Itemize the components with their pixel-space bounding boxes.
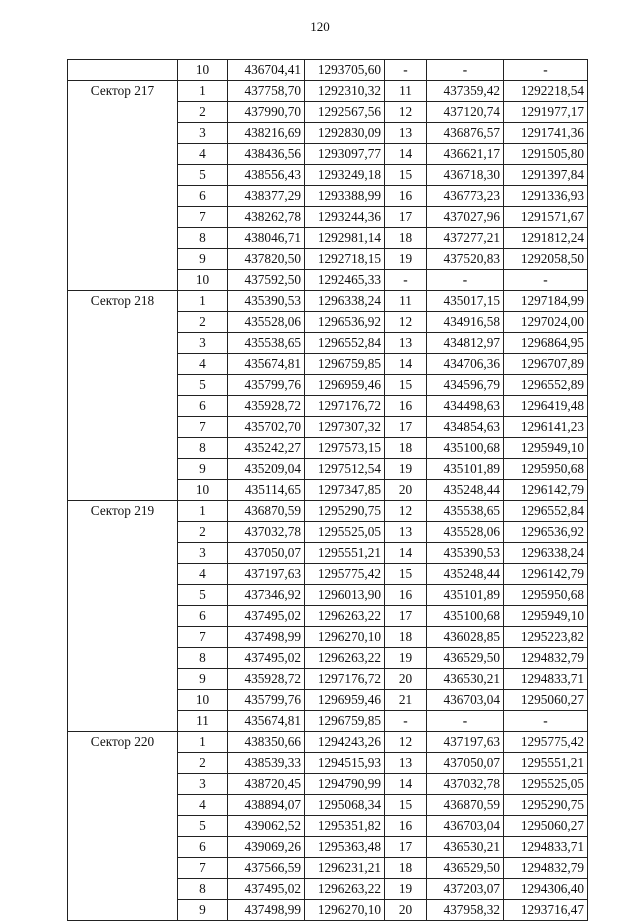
table-cell: 437592,50 [228, 270, 305, 291]
table-cell: 437032,78 [427, 774, 504, 795]
table-cell: 438377,29 [228, 186, 305, 207]
table-cell: 438262,78 [228, 207, 305, 228]
table-cell: 15 [385, 564, 427, 585]
table-cell: 12 [385, 102, 427, 123]
table-cell: 1296142,79 [504, 480, 588, 501]
table-cell: 1297176,72 [305, 396, 385, 417]
table-cell: 17 [385, 606, 427, 627]
table-cell: 437495,02 [228, 879, 305, 900]
table-cell: 1296263,22 [305, 879, 385, 900]
table-cell: 1 [178, 81, 228, 102]
table-cell: 435928,72 [228, 396, 305, 417]
table-cell: 15 [385, 375, 427, 396]
table-cell: 13 [385, 522, 427, 543]
sector-cell: Сектор 219 [68, 501, 178, 732]
table-cell: 435538,65 [427, 501, 504, 522]
table-cell: 6 [178, 186, 228, 207]
table-cell: 15 [385, 165, 427, 186]
table-cell: 1292567,56 [305, 102, 385, 123]
table-cell: 8 [178, 879, 228, 900]
table-cell: 1292218,54 [504, 81, 588, 102]
table-cell: 1291977,17 [504, 102, 588, 123]
table-cell: 435528,06 [427, 522, 504, 543]
table-cell: 1 [178, 732, 228, 753]
table-cell: 434812,97 [427, 333, 504, 354]
table-cell: 1294832,79 [504, 648, 588, 669]
table-cell: 1295223,82 [504, 627, 588, 648]
table-cell: 1293705,60 [305, 60, 385, 81]
table-cell: 435101,89 [427, 585, 504, 606]
table-cell: 436028,85 [427, 627, 504, 648]
table-row [68, 291, 588, 312]
table-cell: 1296959,46 [305, 375, 385, 396]
table-cell: 10 [178, 690, 228, 711]
table-cell: 1293249,18 [305, 165, 385, 186]
table-cell: 1296536,92 [305, 312, 385, 333]
table-cell: 1296864,95 [504, 333, 588, 354]
table-cell: 438556,43 [228, 165, 305, 186]
table-cell: 437990,70 [228, 102, 305, 123]
table-cell: 3 [178, 333, 228, 354]
table-cell: 13 [385, 123, 427, 144]
table-cell: 1292465,33 [305, 270, 385, 291]
table-cell: 20 [385, 480, 427, 501]
table-cell: 1 [178, 501, 228, 522]
table-cell: 437498,99 [228, 900, 305, 921]
table-cell: 16 [385, 585, 427, 606]
table-cell: 10 [178, 60, 228, 81]
table-cell: 2 [178, 312, 228, 333]
table-cell: 438894,07 [228, 795, 305, 816]
table-cell: 1295950,68 [504, 585, 588, 606]
table-cell: 434854,63 [427, 417, 504, 438]
table-cell: 1296263,22 [305, 606, 385, 627]
table-cell: 2 [178, 522, 228, 543]
table-cell: 5 [178, 375, 228, 396]
sector-cell: Сектор 220 [68, 732, 178, 921]
table-cell: 4 [178, 564, 228, 585]
table-cell: 8 [178, 438, 228, 459]
table-cell: - [427, 60, 504, 81]
table-cell: 1295775,42 [504, 732, 588, 753]
table-cell: 1295525,05 [305, 522, 385, 543]
table-cell: 1296759,85 [305, 354, 385, 375]
table-cell: 436621,17 [427, 144, 504, 165]
table-cell: 1295949,10 [504, 606, 588, 627]
table-cell: 8 [178, 648, 228, 669]
table-cell: 1295060,27 [504, 816, 588, 837]
table-cell: 14 [385, 144, 427, 165]
table-cell: 1293097,77 [305, 144, 385, 165]
table-cell: 437820,50 [228, 249, 305, 270]
table-cell: 19 [385, 459, 427, 480]
table-cell: 6 [178, 396, 228, 417]
table-cell: - [504, 270, 588, 291]
table-cell: 1292310,32 [305, 81, 385, 102]
table-cell: 438436,56 [228, 144, 305, 165]
table-cell: 437120,74 [427, 102, 504, 123]
table-cell: 16 [385, 396, 427, 417]
table-cell: 19 [385, 648, 427, 669]
table-cell: - [504, 60, 588, 81]
table-cell: 1297573,15 [305, 438, 385, 459]
table-cell: - [385, 711, 427, 732]
table-cell: 1292981,14 [305, 228, 385, 249]
table-cell: 435248,44 [427, 564, 504, 585]
table-cell: 437197,63 [228, 564, 305, 585]
table-cell: 1295290,75 [504, 795, 588, 816]
table-cell: 1295551,21 [305, 543, 385, 564]
table-cell: 436876,57 [427, 123, 504, 144]
table-cell: 3 [178, 543, 228, 564]
table-cell: 437050,07 [228, 543, 305, 564]
table-cell: 435674,81 [228, 354, 305, 375]
table-cell: 1296959,46 [305, 690, 385, 711]
table-cell: 437359,42 [427, 81, 504, 102]
table-cell: 1297347,85 [305, 480, 385, 501]
table-cell: 1296419,48 [504, 396, 588, 417]
table-cell: 15 [385, 795, 427, 816]
table-cell: 1296338,24 [305, 291, 385, 312]
table-cell: 16 [385, 186, 427, 207]
table-cell: 437958,32 [427, 900, 504, 921]
table-cell: 20 [385, 669, 427, 690]
table-cell: 437203,07 [427, 879, 504, 900]
table-cell: 435242,27 [228, 438, 305, 459]
table-cell: 1294243,26 [305, 732, 385, 753]
table-cell: 9 [178, 669, 228, 690]
table-cell: 1292058,50 [504, 249, 588, 270]
table-cell: 435799,76 [228, 375, 305, 396]
table-cell: 17 [385, 837, 427, 858]
table-cell: 1296270,10 [305, 900, 385, 921]
table-cell: 435101,89 [427, 459, 504, 480]
table-cell: 12 [385, 312, 427, 333]
table-cell: 19 [385, 879, 427, 900]
table-cell: - [427, 711, 504, 732]
table-cell: 19 [385, 249, 427, 270]
table-cell: 17 [385, 417, 427, 438]
table-cell: 1295551,21 [504, 753, 588, 774]
page-number: 120 [310, 19, 330, 34]
table-cell: 1296141,23 [504, 417, 588, 438]
table-cell: 5 [178, 165, 228, 186]
table-cell: 1296338,24 [504, 543, 588, 564]
table-cell: 437495,02 [228, 606, 305, 627]
table-cell: 439062,52 [228, 816, 305, 837]
table-cell: 1296552,89 [504, 375, 588, 396]
table-cell: 438046,71 [228, 228, 305, 249]
table-cell: 2 [178, 753, 228, 774]
table-cell: 1295950,68 [504, 459, 588, 480]
table-cell: 438350,66 [228, 732, 305, 753]
table-cell: 435209,04 [228, 459, 305, 480]
table-cell: 438720,45 [228, 774, 305, 795]
table-cell: 1295363,48 [305, 837, 385, 858]
table-cell: 14 [385, 774, 427, 795]
table-cell: 437758,70 [228, 81, 305, 102]
table-cell: 10 [178, 480, 228, 501]
table-cell: 1293244,36 [305, 207, 385, 228]
table-cell: 436703,04 [427, 816, 504, 837]
table-cell: 1294790,99 [305, 774, 385, 795]
table-cell: 437050,07 [427, 753, 504, 774]
table-cell: 1294833,71 [504, 837, 588, 858]
table-cell: 1296552,84 [305, 333, 385, 354]
table-cell: 439069,26 [228, 837, 305, 858]
table-cell: 1291397,84 [504, 165, 588, 186]
table-cell: 1294306,40 [504, 879, 588, 900]
table-cell: 435799,76 [228, 690, 305, 711]
table-cell: 6 [178, 606, 228, 627]
table-cell: 435528,06 [228, 312, 305, 333]
table-cell: 436530,21 [427, 669, 504, 690]
table-cell: 13 [385, 753, 427, 774]
table-cell: 436529,50 [427, 858, 504, 879]
table-cell: 434596,79 [427, 375, 504, 396]
sector-cell: Сектор 218 [68, 291, 178, 501]
table-cell: 435702,70 [228, 417, 305, 438]
table-cell: 1297307,32 [305, 417, 385, 438]
table-cell: 437566,59 [228, 858, 305, 879]
table-cell: 1295351,82 [305, 816, 385, 837]
table-cell: 1296231,21 [305, 858, 385, 879]
table-cell: 435114,65 [228, 480, 305, 501]
table-cell: 20 [385, 900, 427, 921]
table-cell: 437495,02 [228, 648, 305, 669]
table-cell: 1296263,22 [305, 648, 385, 669]
table-cell: 9 [178, 249, 228, 270]
table-cell: 1295060,27 [504, 690, 588, 711]
table-cell: 437027,96 [427, 207, 504, 228]
table-cell: 3 [178, 774, 228, 795]
table-cell: 1297024,00 [504, 312, 588, 333]
table-cell: 1296270,10 [305, 627, 385, 648]
table-cell: 1296142,79 [504, 564, 588, 585]
table-cell: - [385, 270, 427, 291]
table-cell: - [504, 711, 588, 732]
table-cell: 1296536,92 [504, 522, 588, 543]
table-cell: 12 [385, 732, 427, 753]
table-cell: 437498,99 [228, 627, 305, 648]
table-cell: 18 [385, 438, 427, 459]
table-cell: 8 [178, 228, 228, 249]
table-cell: 1291741,36 [504, 123, 588, 144]
table-cell: - [427, 270, 504, 291]
table-cell: 435390,53 [228, 291, 305, 312]
table-cell: 1294515,93 [305, 753, 385, 774]
coordinates-table [67, 59, 588, 921]
table-cell: 16 [385, 816, 427, 837]
table-cell: 435100,68 [427, 438, 504, 459]
table-cell: 1293716,47 [504, 900, 588, 921]
table-cell: 1291336,93 [504, 186, 588, 207]
table-cell: 435248,44 [427, 480, 504, 501]
table-cell: 6 [178, 837, 228, 858]
table-cell: 21 [385, 690, 427, 711]
table-cell: 437032,78 [228, 522, 305, 543]
table-cell: 1297184,99 [504, 291, 588, 312]
table-cell: 436529,50 [427, 648, 504, 669]
table-cell: 1296552,84 [504, 501, 588, 522]
table-cell: 1296759,85 [305, 711, 385, 732]
table-cell: 435017,15 [427, 291, 504, 312]
table-cell: 1294833,71 [504, 669, 588, 690]
table-cell: 435674,81 [228, 711, 305, 732]
table-cell: 435390,53 [427, 543, 504, 564]
table-cell: 7 [178, 417, 228, 438]
table-cell: 14 [385, 354, 427, 375]
table-row [68, 81, 588, 102]
table-cell: 18 [385, 858, 427, 879]
table-cell: - [385, 60, 427, 81]
table-cell: 434916,58 [427, 312, 504, 333]
table-cell: 10 [178, 270, 228, 291]
table-cell: 2 [178, 102, 228, 123]
table-cell: 435538,65 [228, 333, 305, 354]
table-cell: 1297176,72 [305, 669, 385, 690]
table-row [68, 60, 588, 81]
table-cell: 437277,21 [427, 228, 504, 249]
table-cell: 1296707,89 [504, 354, 588, 375]
table-cell: 5 [178, 585, 228, 606]
table-cell: 438216,69 [228, 123, 305, 144]
table-cell: 11 [385, 291, 427, 312]
table-cell: 1293388,99 [305, 186, 385, 207]
table-cell: 12 [385, 501, 427, 522]
table-cell: 1295949,10 [504, 438, 588, 459]
table-cell: 1291505,80 [504, 144, 588, 165]
table-cell: 1294832,79 [504, 858, 588, 879]
table-cell: 18 [385, 228, 427, 249]
table-cell: 437346,92 [228, 585, 305, 606]
table-cell: 7 [178, 627, 228, 648]
table-cell: 436870,59 [228, 501, 305, 522]
table-cell: 11 [385, 81, 427, 102]
table-cell: 437197,63 [427, 732, 504, 753]
table-cell: 435100,68 [427, 606, 504, 627]
table-cell: 434706,36 [427, 354, 504, 375]
table-cell: 18 [385, 627, 427, 648]
table-cell: 13 [385, 333, 427, 354]
table-cell: 436773,23 [427, 186, 504, 207]
table-cell: 1291571,67 [504, 207, 588, 228]
table-cell: 4 [178, 795, 228, 816]
table-row [68, 501, 588, 522]
table-cell: 4 [178, 144, 228, 165]
table-cell: 5 [178, 816, 228, 837]
table-cell: 1292830,09 [305, 123, 385, 144]
table-cell: 14 [385, 543, 427, 564]
table-cell: 1296013,90 [305, 585, 385, 606]
table-cell: 9 [178, 900, 228, 921]
table-cell: 436703,04 [427, 690, 504, 711]
table-cell: 9 [178, 459, 228, 480]
table-cell: 437520,83 [427, 249, 504, 270]
table-cell: 1292718,15 [305, 249, 385, 270]
table-row [68, 732, 588, 753]
table-cell: 11 [178, 711, 228, 732]
table-cell: 436704,41 [228, 60, 305, 81]
table-cell: 436718,30 [427, 165, 504, 186]
table-cell: 3 [178, 123, 228, 144]
table-cell: 1 [178, 291, 228, 312]
table-cell: 17 [385, 207, 427, 228]
sector-cell [68, 60, 178, 81]
table-cell: 434498,63 [427, 396, 504, 417]
table-cell: 438539,33 [228, 753, 305, 774]
table-cell: 1295775,42 [305, 564, 385, 585]
table-cell: 1295068,34 [305, 795, 385, 816]
table-cell: 1295525,05 [504, 774, 588, 795]
table-cell: 7 [178, 207, 228, 228]
table-cell: 436530,21 [427, 837, 504, 858]
table-cell: 436870,59 [427, 795, 504, 816]
table-cell: 1295290,75 [305, 501, 385, 522]
table-cell: 4 [178, 354, 228, 375]
table-cell: 7 [178, 858, 228, 879]
table-cell: 1297512,54 [305, 459, 385, 480]
table-cell: 435928,72 [228, 669, 305, 690]
sector-cell: Сектор 217 [68, 81, 178, 291]
table-cell: 1291812,24 [504, 228, 588, 249]
